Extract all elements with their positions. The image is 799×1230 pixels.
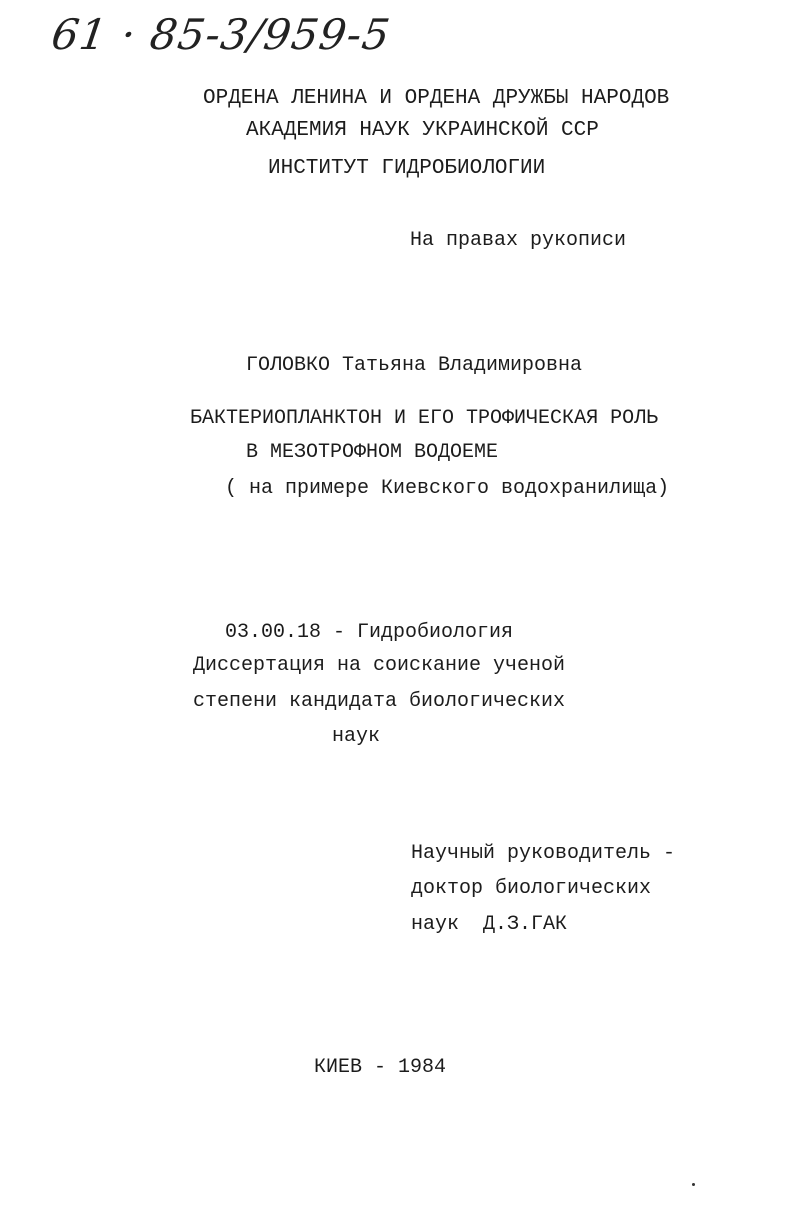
footer-city-year: КИЕВ - 1984 <box>314 1056 447 1079</box>
degree-line-3: наук <box>332 725 381 748</box>
header-line-3: ИНСТИТУТ ГИДРОБИОЛОГИИ <box>268 157 546 180</box>
degree-line-2: степени кандидата биологических <box>193 690 566 713</box>
supervisor-line-1: Научный руководитель - <box>411 842 676 865</box>
supervisor-line-3: наук Д.З.ГАК <box>411 913 568 936</box>
archive-stamp: 61 · 85-3/959-5 <box>48 10 394 59</box>
author-name: ГОЛОВКО Татьяна Владимировна <box>246 354 583 377</box>
manuscript-note: На правах рукописи <box>410 229 627 252</box>
title-line-1: БАКТЕРИОПЛАНКТОН И ЕГО ТРОФИЧЕСКАЯ РОЛЬ <box>190 407 659 430</box>
supervisor-line-2: доктор биологических <box>411 877 652 900</box>
specialty-code: 03.00.18 - Гидробиология <box>225 621 514 644</box>
title-line-3: ( на примере Киевского водохранилища) <box>225 477 670 500</box>
speck-mark <box>692 1183 695 1186</box>
header-line-1: ОРДЕНА ЛЕНИНА И ОРДЕНА ДРУЖБЫ НАРОДОВ <box>203 87 670 110</box>
header-line-2: АКАДЕМИЯ НАУК УКРАИНСКОЙ ССР <box>246 119 599 142</box>
title-line-2: В МЕЗОТРОФНОМ ВОДОЕМЕ <box>246 441 499 464</box>
degree-line-1: Диссертация на соискание ученой <box>193 654 566 677</box>
